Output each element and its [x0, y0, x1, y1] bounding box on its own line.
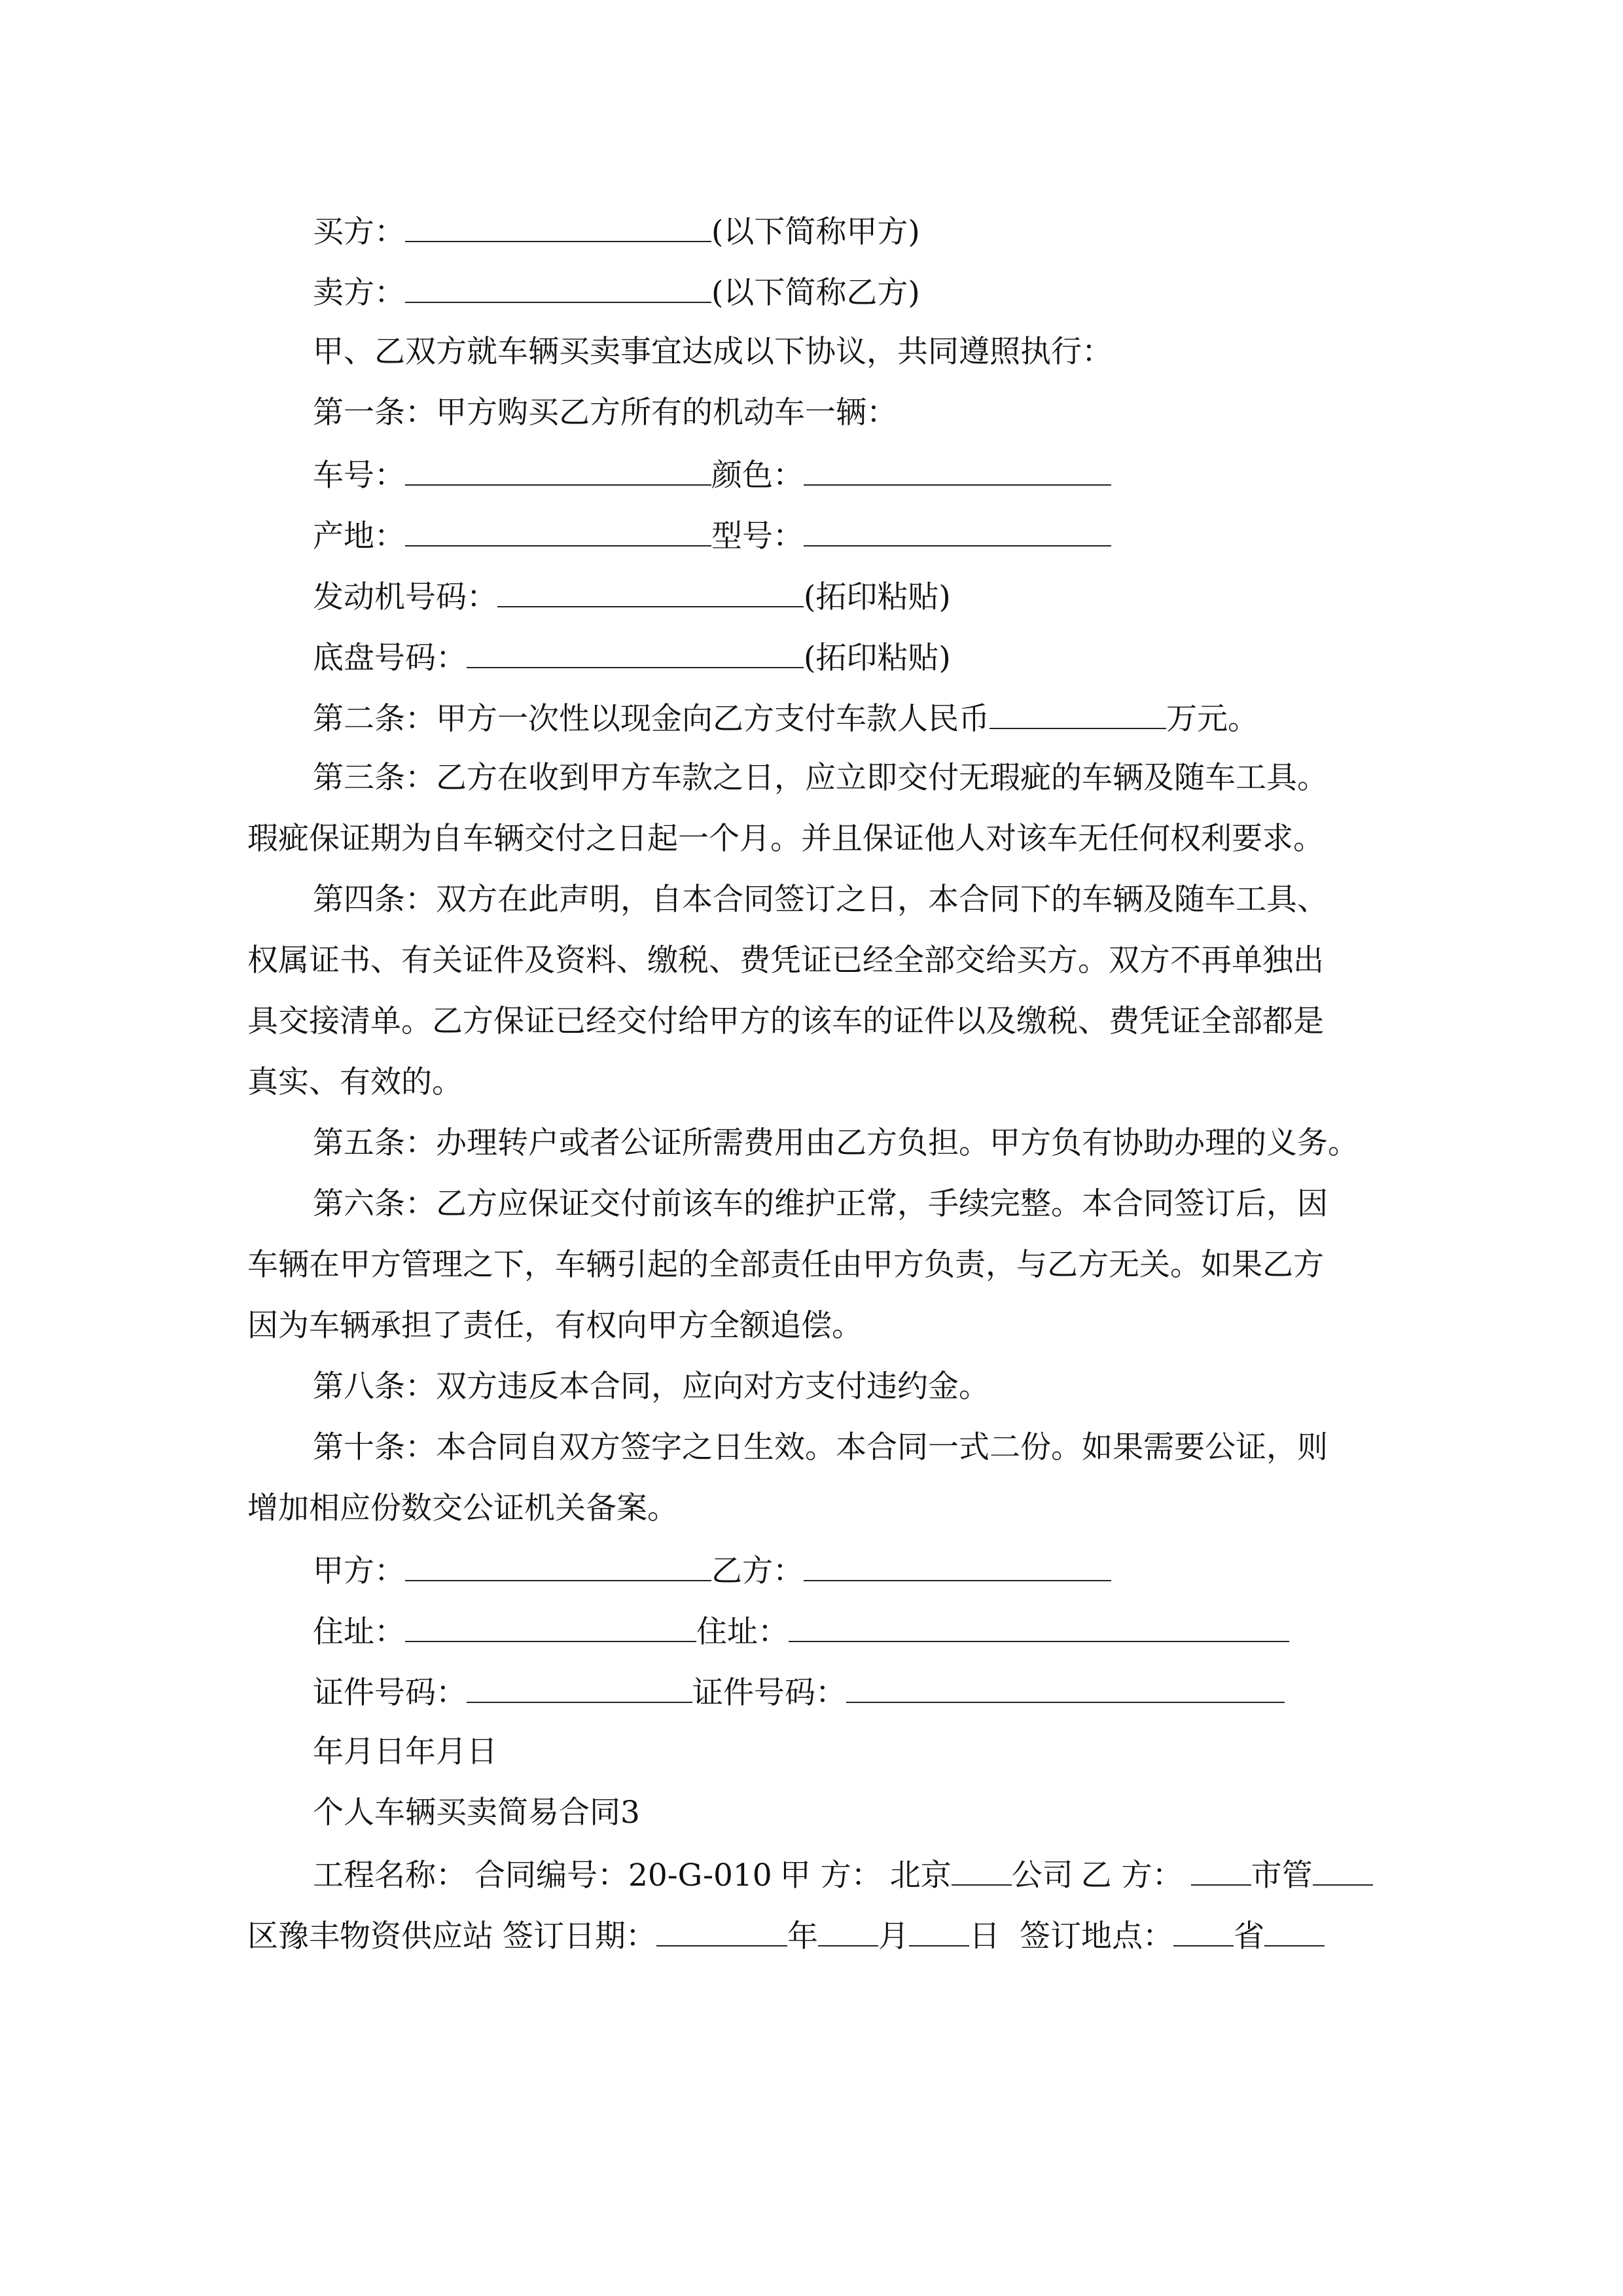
party-a-blank[interactable] [405, 1550, 711, 1581]
id-a-blank[interactable] [467, 1672, 692, 1703]
buyer-label: 买方： [313, 214, 405, 250]
party-a-label-c3: 甲 方： [779, 1857, 882, 1893]
sign-day-unit: 日 [969, 1918, 1000, 1954]
chassis-blank[interactable] [467, 637, 804, 668]
contract-number: 合同编号：20-G-010 [474, 1857, 772, 1893]
agreement-intro: 甲、乙双方就车辆买卖事宜达成以下协议，共同遵照执行： [313, 334, 1113, 370]
sign-date-label: 签订日期： [503, 1918, 656, 1954]
party-b-label-c3: 乙 方： [1080, 1857, 1183, 1893]
sign-province-unit: 省 [1234, 1918, 1264, 1954]
party-a-label: 甲方： [313, 1553, 405, 1589]
plate-label: 车号： [313, 457, 405, 493]
engine-note: (拓印粘贴) [804, 579, 951, 615]
sign-month-unit: 月 [878, 1918, 909, 1954]
party-b-blank[interactable] [804, 1550, 1111, 1581]
id-b-blank[interactable] [846, 1672, 1285, 1703]
chassis-note: (拓印粘贴) [804, 640, 951, 676]
party-b-city: 市管 [1251, 1857, 1313, 1893]
plate-color-line [313, 454, 1111, 493]
address-a-label: 住址： [313, 1614, 405, 1650]
signature-date-line: 年月日年月日 [313, 1734, 497, 1770]
id-b-label: 证件号码： [692, 1675, 846, 1711]
buyer-line [313, 211, 920, 250]
contract-3-line-1 [313, 1854, 1373, 1893]
article-4-line-4: 真实、有效的。 [247, 1064, 463, 1100]
buyer-note: (以下简称甲方) [711, 214, 920, 250]
party-a-company-blank[interactable] [952, 1854, 1012, 1886]
article-10-line-1: 第十条：本合同自双方签字之日生效。本合同一式二份。如果需要公证，则 [313, 1429, 1328, 1465]
seller-label: 卖方： [313, 275, 405, 311]
address-b-label: 住址： [696, 1614, 789, 1650]
address-a-blank[interactable] [405, 1611, 696, 1642]
origin-model-line [313, 515, 1111, 554]
article-2-line [313, 698, 1258, 737]
article-2-prefix: 第二条：甲方一次性以现金向乙方支付车款人民币 [313, 701, 990, 737]
id-a-label: 证件号码： [313, 1675, 467, 1711]
article-1-text: 第一条：甲方购买乙方所有的机动车一辆： [313, 395, 897, 431]
origin-label: 产地： [313, 518, 405, 554]
price-blank[interactable] [990, 698, 1166, 729]
party-b-label: 乙方： [711, 1553, 804, 1589]
origin-blank[interactable] [405, 515, 711, 547]
color-blank[interactable] [804, 454, 1111, 486]
article-3-line-2: 瑕疵保证期为自车辆交付之日起一个月。并且保证他人对该车无任何权利要求。 [247, 821, 1324, 857]
address-b-blank[interactable] [789, 1611, 1289, 1642]
article-6-line-3: 因为车辆承担了责任，有权向甲方全额追偿。 [247, 1308, 863, 1344]
sign-year-blank[interactable] [656, 1915, 787, 1946]
buyer-blank[interactable] [405, 211, 711, 242]
sign-place-rest-blank[interactable] [1264, 1915, 1325, 1946]
contract-3-line-2 [247, 1915, 1325, 1954]
chassis-label: 底盘号码： [313, 640, 467, 676]
article-3-line-1: 第三条：乙方在收到甲方车款之日，应立即交付无瑕疵的车辆及随车工具。 [313, 760, 1328, 796]
seller-line [313, 272, 920, 311]
engine-blank[interactable] [497, 576, 804, 607]
article-4-line-2: 权属证书、有关证件及资料、缴税、费凭证已经全部交给买方。双方不再单独出 [247, 942, 1324, 978]
chassis-number-line [313, 637, 951, 676]
party-b-supplier: 区豫丰物资供应站 [247, 1918, 493, 1954]
sign-province-blank[interactable] [1173, 1915, 1234, 1946]
article-6-line-1: 第六条：乙方应保证交付前该车的维护正常，手续完整。本合同签订后，因 [313, 1186, 1328, 1222]
article-4-line-3: 具交接清单。乙方保证已经交付给甲方的该车的证件以及缴税、费凭证全部都是 [247, 1003, 1324, 1039]
signature-id-line [313, 1672, 1285, 1711]
party-b-city-blank[interactable] [1191, 1854, 1251, 1886]
plate-blank[interactable] [405, 454, 711, 486]
sign-month-blank[interactable] [818, 1915, 878, 1946]
engine-number-line [313, 576, 951, 615]
article-6-line-2: 车辆在甲方管理之下，车辆引起的全部责任由甲方负责，与乙方无关。如果乙方 [247, 1247, 1324, 1283]
sign-place-label: 签订地点： [1020, 1918, 1173, 1954]
article-2-suffix: 万元。 [1166, 701, 1258, 737]
seller-blank[interactable] [405, 272, 711, 303]
contract-3-heading: 个人车辆买卖简易合同3 [313, 1795, 640, 1831]
article-5-line-1: 第五条：办理转户或者公证所需费用由乙方负担。甲方负有协助办理的义务。 [313, 1125, 1359, 1161]
party-a-city: 北京 [889, 1857, 952, 1893]
model-label: 型号： [711, 518, 804, 554]
party-a-company: 公司 [1011, 1857, 1073, 1893]
signature-address-line [313, 1611, 1289, 1650]
party-b-district-blank[interactable] [1313, 1854, 1373, 1886]
model-blank[interactable] [804, 515, 1111, 547]
engine-label: 发动机号码： [313, 579, 497, 615]
project-name-label: 工程名称： [313, 1857, 467, 1893]
color-label: 颜色： [711, 457, 804, 493]
article-4-line-1: 第四条：双方在此声明，自本合同签订之日，本合同下的车辆及随车工具、 [313, 882, 1328, 918]
seller-note: (以下简称乙方) [711, 275, 920, 311]
article-8-line-1: 第八条：双方违反本合同，应向对方支付违约金。 [313, 1369, 990, 1405]
sign-year-unit: 年 [787, 1918, 818, 1954]
signature-parties-line [313, 1550, 1111, 1589]
sign-day-blank[interactable] [909, 1915, 969, 1946]
article-10-line-2: 增加相应份数交公证机关备案。 [247, 1490, 678, 1526]
